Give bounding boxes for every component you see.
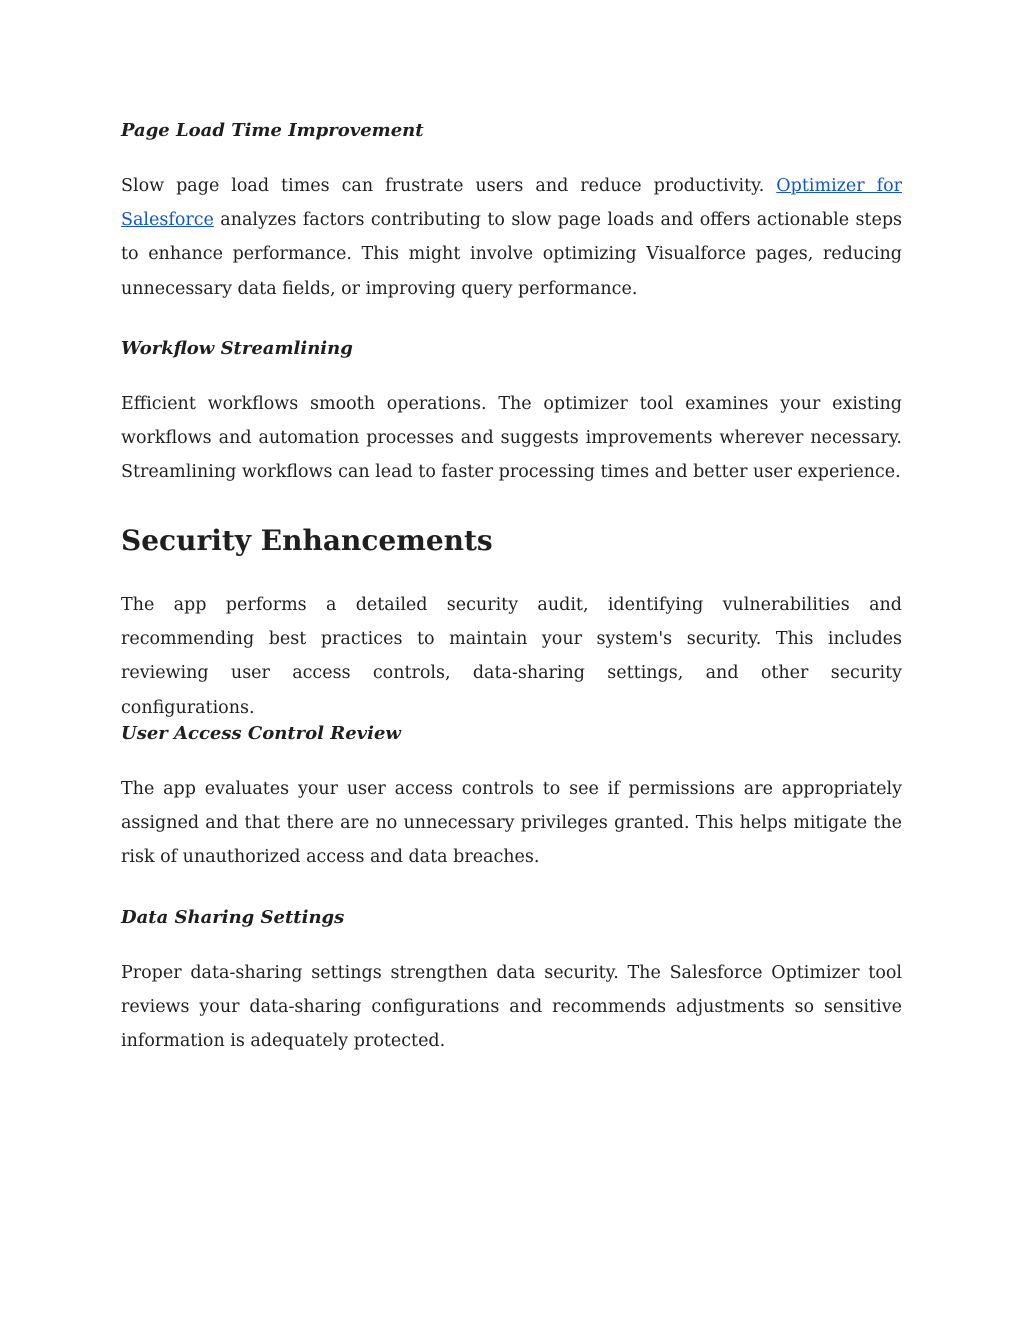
user-access-paragraph: The app evaluates your user access controls to see if permissions are appropriately assigned and that there are no unnecessary privileges granted. This helps mitigate the risk of unauthorized access and data breaches. [121, 779, 902, 868]
page-load-text-start: Slow page load times can frustrate users and reduce productivity. [121, 176, 777, 196]
workflow-heading: Workflow Streamlining [121, 338, 353, 359]
workflow-paragraph: Efficient workflows smooth operations. The optimizer tool examines your existing workflows and automation processes and suggests improvements wherever necessary. Streamlining workflows can lead to faster processing times and better user experience. [121, 394, 902, 483]
page-load-text-end: analyzes factors contributing to slow page loads and offers actionable steps to enhance performance. This might involve optimizing Visualforce pages, reducing unnecessary data fields, or improving query performance. [121, 210, 902, 299]
page-load-paragraph [121, 169, 902, 306]
data-sharing-heading: Data Sharing Settings [121, 907, 345, 928]
security-heading: Security Enhancements [121, 524, 493, 557]
page-load-heading: Page Load Time Improvement [121, 120, 424, 141]
optimizer-for-salesforce-link[interactable]: Optimizer for Salesforce [121, 176, 902, 231]
data-sharing-paragraph: Proper data-sharing settings strengthen data security. The Salesforce Optimizer tool reviews your data-sharing configurations and recommends adjustments so sensitive information is adequately protected. [121, 963, 902, 1052]
security-paragraph: The app performs a detailed security audit, identifying vulnerabilities and recommending best practices to maintain your system's security. This includes reviewing user access controls, data-sharing settings, and other security configurations. [121, 595, 902, 718]
user-access-heading: User Access Control Review [121, 723, 401, 744]
